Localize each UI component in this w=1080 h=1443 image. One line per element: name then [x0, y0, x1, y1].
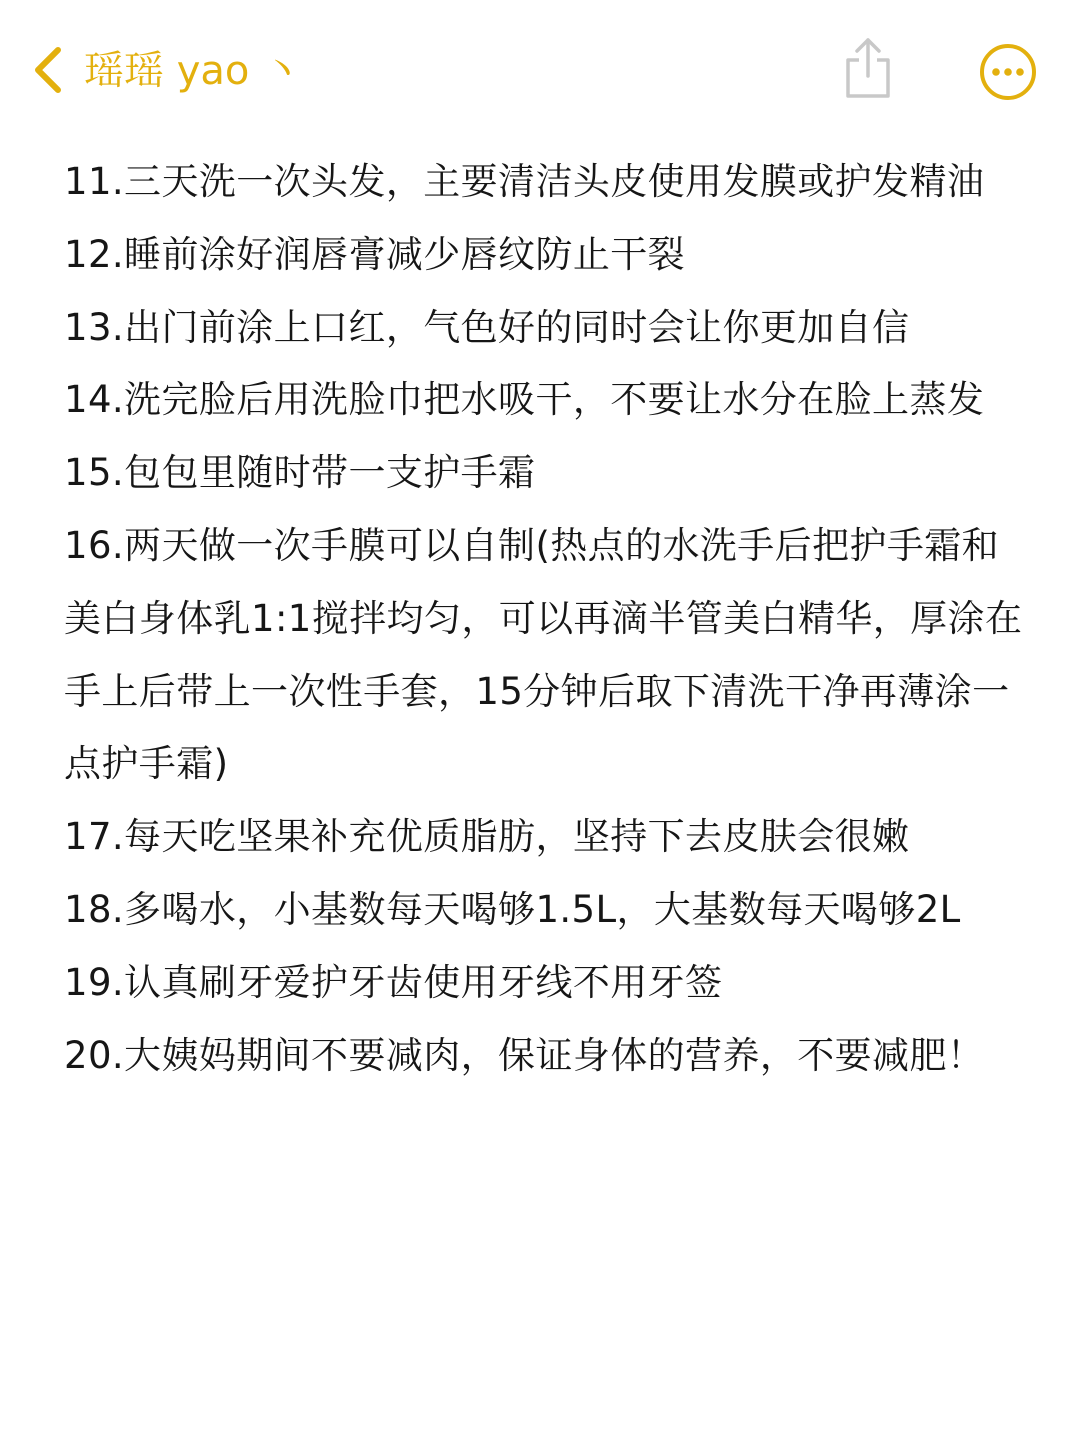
- list-item: 16.两天做一次手膜可以自制(热点的水洗手后把护手霜和美白身体乳1:1搅拌均匀，可以再滴半管美白精华，厚涂在手上后带上一次性手套，15分钟后取下清洗干净再薄涂一点护手霜): [64, 523, 1023, 786]
- list-item: 15.包包里随时带一支护手霜: [64, 451, 536, 495]
- note-header: [0, 0, 1080, 140]
- list-item: 11.三天洗一次头发，主要清洁头皮使用发膜或护发精油: [64, 160, 985, 203]
- list-item: 17.每天吃坚果补充优质脂肪，坚持下去皮肤会很嫩: [64, 815, 910, 859]
- share-button[interactable]: [842, 36, 894, 100]
- more-button[interactable]: [978, 42, 1038, 102]
- list-item: 14.洗完脸后用洗脸巾把水吸干，不要让水分在脸上蒸发: [64, 378, 985, 422]
- note-title: 瑶瑶 yao 丶: [84, 48, 303, 94]
- note-body: [64, 146, 1024, 1092]
- list-item: 20.大姨妈期间不要减肉，保证身体的营养，不要减肥！: [64, 1033, 985, 1077]
- list-item: 19.认真刷牙爱护牙齿使用牙线不用牙签: [64, 960, 723, 1004]
- list-item: 18.多喝水，小基数每天喝够1.5L，大基数每天喝够2L: [64, 887, 961, 931]
- chevron-left-icon: [30, 44, 70, 96]
- back-button[interactable]: [30, 44, 70, 96]
- list-item: 12.睡前涂好润唇膏减少唇纹防止干裂: [64, 232, 686, 276]
- share-icon: [842, 36, 894, 100]
- more-icon: [978, 42, 1038, 102]
- list-item: 13.出门前涂上口红，气色好的同时会让你更加自信: [64, 305, 910, 349]
